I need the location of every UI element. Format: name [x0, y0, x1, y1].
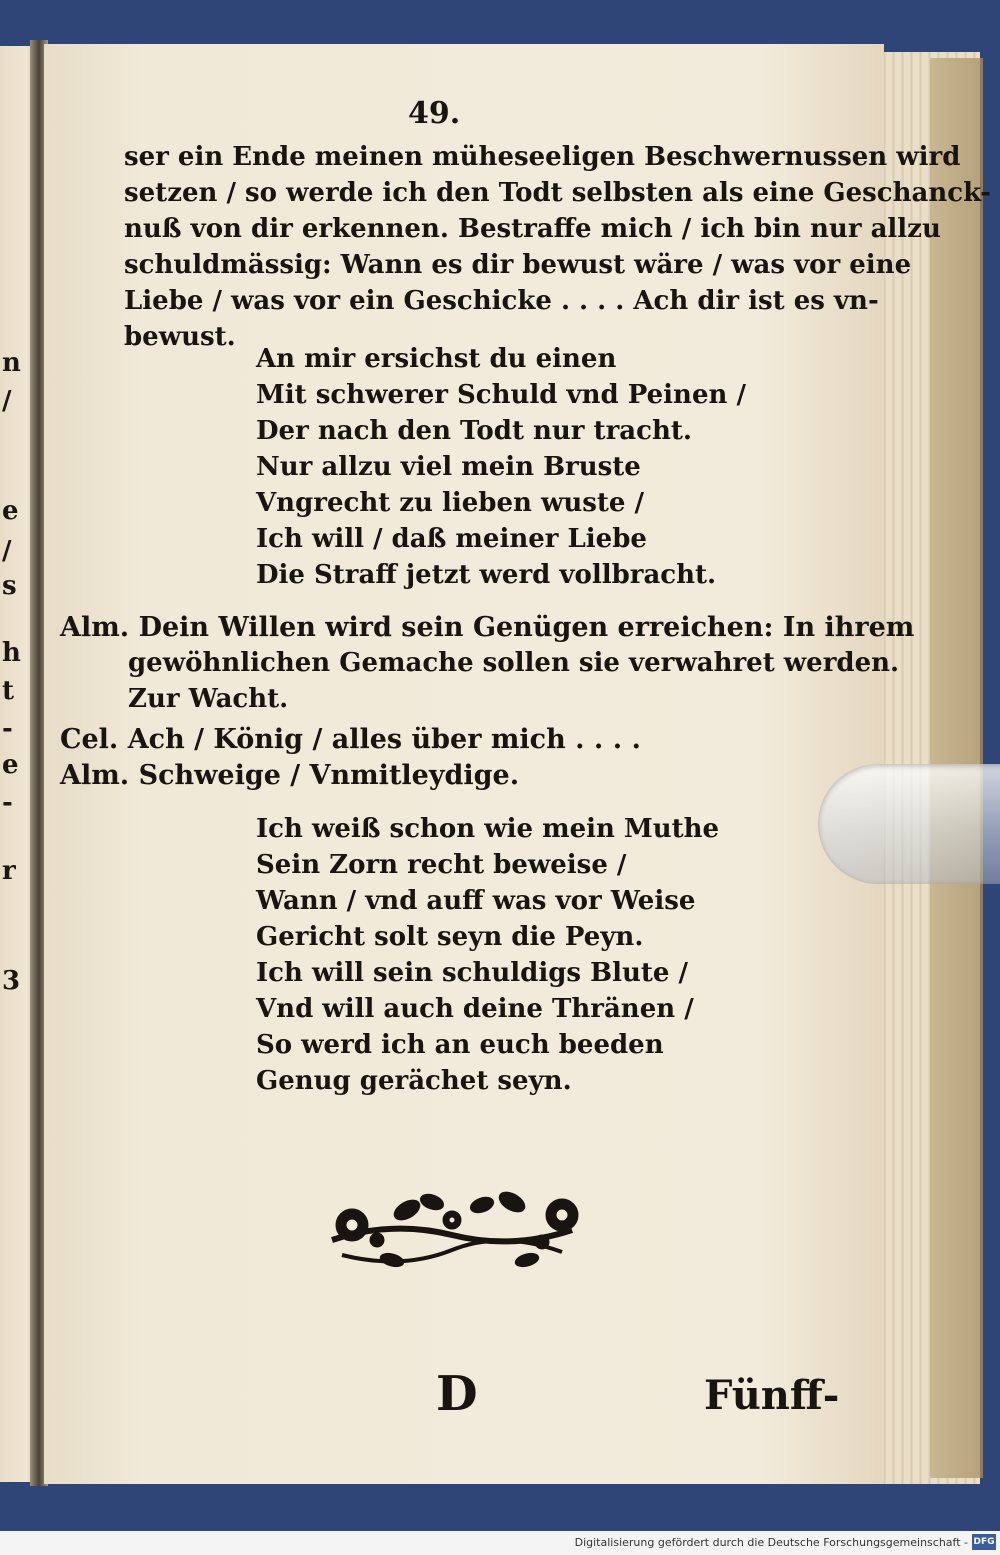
page-text	[44, 44, 991, 1484]
verse-line: Die Straff jetzt werd vollbracht.	[256, 560, 717, 590]
prose-line: Liebe / was vor ein Geschicke . . . . Ach dir ist es vn-	[124, 286, 879, 316]
verse-line: Mit schwerer Schuld vnd Peinen /	[256, 380, 746, 410]
left-page-fragment: e	[2, 496, 19, 526]
left-page-fragment: /	[2, 536, 12, 566]
prose-line: schuldmässig: Wann es dir bewust wäre / was vor eine	[124, 250, 912, 280]
footer-credit: Digitalisierung gefördert durch die Deutsche Forschungsgemeinschaft -	[574, 1536, 968, 1549]
right-page	[44, 44, 991, 1484]
left-page-fragment: r	[2, 856, 16, 886]
verse-line: Nur allzu viel mein Bruste	[256, 452, 641, 482]
speech-line: Alm. Dein Willen wird sein Genügen erreichen: In ihrem	[60, 612, 915, 643]
left-page-fragment: -	[2, 788, 13, 818]
footer-bar	[0, 1531, 1000, 1555]
plastic-page-clip	[818, 764, 1000, 884]
page-number: 49.	[408, 96, 461, 131]
verse-line: Vnd will auch deine Thränen /	[256, 994, 694, 1024]
verse-line: Der nach den Todt nur tracht.	[256, 416, 692, 446]
speech-line: Alm. Schweige / Vnmitleydige.	[60, 760, 520, 791]
left-page-fragment: e	[2, 750, 19, 780]
speech-line: gewöhnlichen Gemache sollen sie verwahret werden.	[128, 648, 900, 678]
verse-line: Ich will sein schuldigs Blute /	[256, 958, 688, 988]
left-page-fragment: /	[2, 386, 12, 416]
prose-line: setzen / so werde ich den Todt selbsten als eine Geschanck-	[124, 178, 991, 208]
left-page-fragment: t	[2, 676, 15, 706]
verse-line: Sein Zorn recht beweise /	[256, 850, 627, 880]
speech-line: Zur Wacht.	[128, 684, 289, 714]
prose-line: ser ein Ende meinen müheseeligen Beschwernussen wird	[124, 142, 961, 172]
left-page-fragment: h	[2, 638, 21, 668]
verse-line: Gericht solt seyn die Peyn.	[256, 922, 644, 952]
left-page-fragment: 3	[2, 966, 21, 996]
speech-line: Cel. Ach / König / alles über mich . . . .	[60, 724, 641, 755]
floral-ornament-icon	[312, 1180, 592, 1280]
left-page-fragment: s	[2, 571, 17, 601]
left-page-fragment: -	[2, 714, 13, 744]
verse-line: An mir ersichst du einen	[256, 344, 617, 374]
verse-line: Vngrecht zu lieben wuste /	[256, 488, 645, 518]
prose-line: bewust.	[124, 322, 236, 352]
signature-mark: D	[436, 1366, 478, 1422]
dfg-logo-icon: DFG	[972, 1534, 996, 1550]
verse-line: Ich will / daß meiner Liebe	[256, 524, 647, 554]
verse-line: Wann / vnd auff was vor Weise	[256, 886, 696, 916]
verse-line: So werd ich an euch beeden	[256, 1030, 664, 1060]
verse-line: Ich weiß schon wie mein Muthe	[256, 814, 720, 844]
prose-line: nuß von dir erkennen. Bestraffe mich / ich bin nur allzu	[124, 214, 941, 244]
verse-line: Genug gerächet seyn.	[256, 1066, 572, 1096]
catchword: Fünff-	[704, 1372, 840, 1419]
left-page-fragment: n	[2, 348, 21, 378]
